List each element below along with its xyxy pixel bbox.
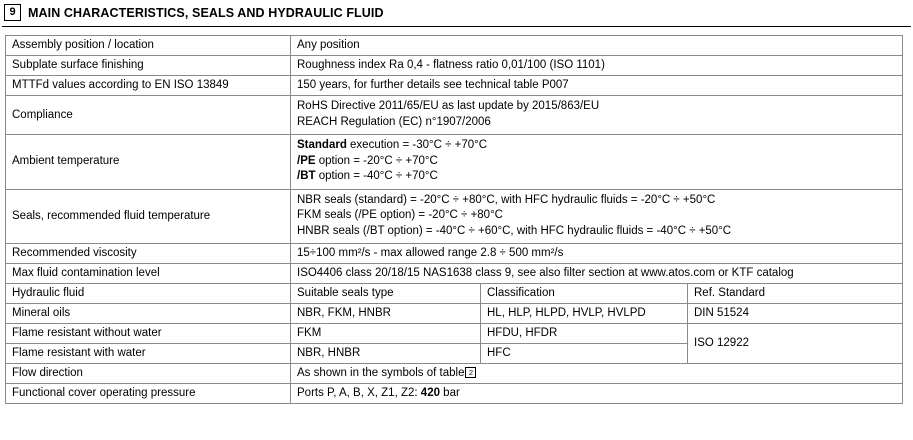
value-emphasis: /PE (297, 154, 316, 167)
row-value: Any position (291, 36, 903, 56)
specifications-table (5, 35, 903, 404)
table-row (6, 384, 903, 404)
row-value: 150 years, for further details see technical table P007 (291, 76, 903, 96)
table-row (6, 324, 903, 344)
row-label: Assembly position / location (6, 36, 291, 56)
row-classification: HL, HLP, HLPD, HVLP, HVLPD (481, 304, 688, 324)
row-label: Flame resistant without water (6, 324, 291, 344)
row-value (291, 189, 903, 244)
row-value: Roughness index Ra 0,4 - flatness ratio 0,01/100 (ISO 1101) (291, 56, 903, 76)
fluid-header-row (6, 284, 903, 304)
table-row (6, 189, 903, 244)
value-rest: option = -20°C ÷ +70°C (315, 154, 438, 167)
value-line: RoHS Directive 2011/65/EU as last update by 2015/863/EU (297, 100, 600, 112)
value-text: bar (439, 387, 460, 400)
value-line (297, 138, 896, 154)
row-value (291, 364, 903, 384)
row-value (291, 135, 903, 190)
value-line: REACH Regulation (EC) n°1907/2006 (297, 115, 491, 128)
section-heading (0, 0, 913, 26)
row-standard: DIN 51524 (688, 304, 903, 324)
section-number: 9 (4, 4, 21, 21)
table-row (6, 76, 903, 96)
table-row (6, 96, 903, 135)
row-value (291, 96, 903, 135)
row-label: Mineral oils (6, 304, 291, 324)
table-row (6, 364, 903, 384)
table-row (6, 56, 903, 76)
value-line (297, 154, 896, 170)
row-label: Ambient temperature (6, 135, 291, 190)
value-text: As shown in the symbols of table (297, 367, 465, 380)
row-label: Compliance (6, 96, 291, 135)
row-value: ISO4406 class 20/18/15 NAS1638 class 9, see also filter section at www.atos.com or KTF catalog (291, 264, 903, 284)
row-classification: HFDU, HFDR (481, 324, 688, 344)
row-label: MTTFd values according to EN ISO 13849 (6, 76, 291, 96)
row-label: Subplate surface finishing (6, 56, 291, 76)
table-row (6, 36, 903, 56)
table-row (6, 135, 903, 190)
page-title: MAIN CHARACTERISTICS, SEALS AND HYDRAULIC FLUID (28, 5, 384, 20)
table-row (6, 244, 903, 264)
row-standard: ISO 12922 (688, 324, 903, 364)
row-seals: NBR, HNBR (291, 344, 481, 364)
value-rest: option = -40°C ÷ +70°C (315, 170, 438, 183)
table-reference-box: 2 (465, 367, 476, 378)
table-row (6, 304, 903, 324)
value-emphasis: /BT (297, 170, 316, 183)
row-value (291, 384, 903, 404)
value-text: Ports P, A, B, X, Z1, Z2: (297, 387, 421, 400)
fluid-header-seals: Suitable seals type (291, 284, 481, 304)
value-emphasis: Standard (297, 139, 347, 152)
row-seals: FKM (291, 324, 481, 344)
fluid-header-label: Hydraulic fluid (6, 284, 291, 304)
row-label: Seals, recommended fluid temperature (6, 189, 291, 244)
heading-divider (2, 26, 911, 27)
row-label: Max fluid contamination level (6, 264, 291, 284)
row-label: Functional cover operating pressure (6, 384, 291, 404)
row-label: Flame resistant with water (6, 344, 291, 364)
fluid-header-classification: Classification (481, 284, 688, 304)
row-label: Recommended viscosity (6, 244, 291, 264)
row-classification: HFC (481, 344, 688, 364)
fluid-header-standard: Ref. Standard (688, 284, 903, 304)
value-line: HNBR seals (/BT option) = -40°C ÷ +60°C, with HFC hydraulic fluids = -40°C ÷ +50°C (297, 224, 732, 237)
row-seals: NBR, FKM, HNBR (291, 304, 481, 324)
value-emphasis: 420 (420, 387, 440, 400)
value-line (297, 169, 896, 185)
value-line: FKM seals (/PE option) = -20°C ÷ +80°C (297, 209, 503, 222)
table-row (6, 264, 903, 284)
row-label: Flow direction (6, 364, 291, 384)
value-rest: execution = -30°C ÷ +70°C (346, 139, 488, 152)
value-line: NBR seals (standard) = -20°C ÷ +80°C, with HFC hydraulic fluids = -20°C ÷ +50°C (297, 193, 716, 206)
row-value: 15÷100 mm²/s - max allowed range 2.8 ÷ 500 mm²/s (291, 244, 903, 264)
